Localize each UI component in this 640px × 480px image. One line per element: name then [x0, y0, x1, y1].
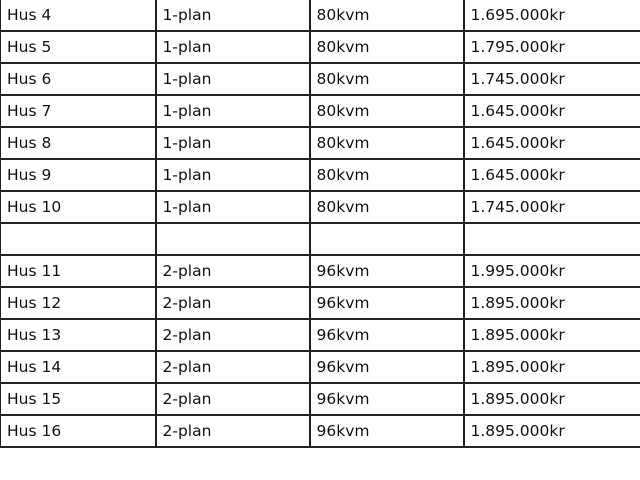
house-name-cell: Hus 4 — [1, 0, 156, 31]
house-name-cell: Hus 12 — [1, 287, 156, 319]
floor-plan-cell: 2-plan — [156, 351, 310, 383]
area-cell: 96kvm — [310, 255, 464, 287]
floor-plan-cell: 2-plan — [156, 415, 310, 447]
price-cell: 1.895.000kr — [464, 415, 640, 447]
house-name-cell: Hus 5 — [1, 31, 156, 63]
area-cell: 80kvm — [310, 159, 464, 191]
area-cell: 96kvm — [310, 351, 464, 383]
floor-plan-cell: 2-plan — [156, 287, 310, 319]
table-row — [1, 127, 640, 159]
area-cell — [310, 223, 464, 255]
floor-plan-cell: 1-plan — [156, 0, 310, 31]
house-name-cell: Hus 6 — [1, 63, 156, 95]
table-row — [1, 63, 640, 95]
area-cell: 96kvm — [310, 287, 464, 319]
floor-plan-cell: 1-plan — [156, 191, 310, 223]
area-cell: 80kvm — [310, 127, 464, 159]
floor-plan-cell: 2-plan — [156, 319, 310, 351]
house-name-cell: Hus 14 — [1, 351, 156, 383]
floor-plan-cell: 1-plan — [156, 127, 310, 159]
table-row — [1, 0, 640, 31]
price-cell: 1.895.000kr — [464, 351, 640, 383]
table-row — [1, 31, 640, 63]
area-cell: 96kvm — [310, 383, 464, 415]
table-row — [1, 319, 640, 351]
price-cell: 1.895.000kr — [464, 319, 640, 351]
price-cell: 1.995.000kr — [464, 255, 640, 287]
house-name-cell: Hus 13 — [1, 319, 156, 351]
floor-plan-cell — [156, 223, 310, 255]
price-cell: 1.645.000kr — [464, 159, 640, 191]
area-cell: 80kvm — [310, 191, 464, 223]
house-name-cell: Hus 8 — [1, 127, 156, 159]
table-row — [1, 159, 640, 191]
area-cell: 80kvm — [310, 95, 464, 127]
floor-plan-cell: 1-plan — [156, 63, 310, 95]
floor-plan-cell: 2-plan — [156, 255, 310, 287]
price-cell: 1.745.000kr — [464, 63, 640, 95]
table-row — [1, 95, 640, 127]
area-cell: 96kvm — [310, 319, 464, 351]
house-name-cell — [1, 223, 156, 255]
house-name-cell: Hus 7 — [1, 95, 156, 127]
area-cell: 80kvm — [310, 31, 464, 63]
floor-plan-cell: 1-plan — [156, 31, 310, 63]
price-cell: 1.745.000kr — [464, 191, 640, 223]
price-cell: 1.795.000kr — [464, 31, 640, 63]
area-cell: 96kvm — [310, 415, 464, 447]
floor-plan-cell: 1-plan — [156, 95, 310, 127]
floor-plan-cell: 1-plan — [156, 159, 310, 191]
price-cell: 1.895.000kr — [464, 287, 640, 319]
table-row-spacer — [1, 223, 640, 255]
price-cell — [464, 223, 640, 255]
house-name-cell: Hus 15 — [1, 383, 156, 415]
table-row — [1, 351, 640, 383]
price-cell: 1.645.000kr — [464, 127, 640, 159]
area-cell: 80kvm — [310, 63, 464, 95]
table-row — [1, 191, 640, 223]
house-name-cell: Hus 11 — [1, 255, 156, 287]
price-table-body — [1, 0, 640, 447]
house-name-cell: Hus 10 — [1, 191, 156, 223]
floor-plan-cell: 2-plan — [156, 383, 310, 415]
area-cell: 80kvm — [310, 0, 464, 31]
price-cell: 1.895.000kr — [464, 383, 640, 415]
table-row — [1, 415, 640, 447]
table-row — [1, 383, 640, 415]
table-row — [1, 255, 640, 287]
table-row — [1, 287, 640, 319]
house-name-cell: Hus 16 — [1, 415, 156, 447]
price-cell: 1.645.000kr — [464, 95, 640, 127]
house-name-cell: Hus 9 — [1, 159, 156, 191]
price-cell: 1.695.000kr — [464, 0, 640, 31]
